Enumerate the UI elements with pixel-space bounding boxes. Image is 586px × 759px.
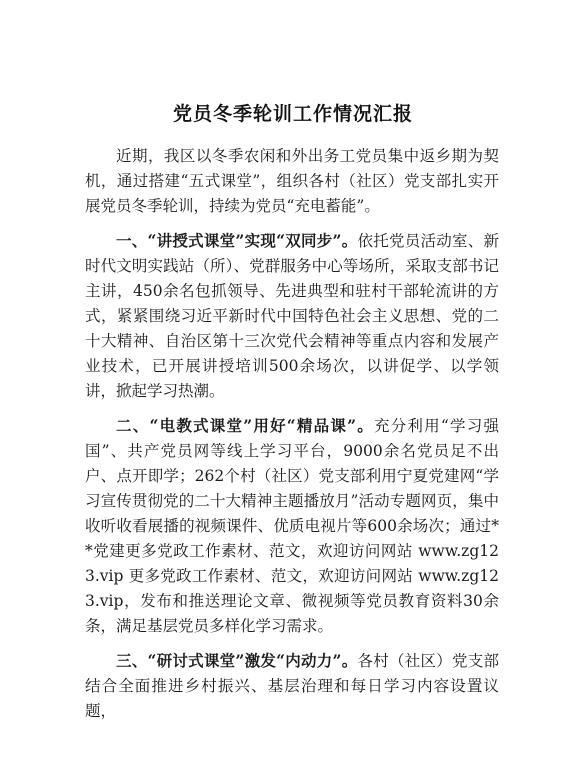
paragraph-text: 近期，我区以冬季农闲和外出务工党员集中返乡期为契机，通过搭建“五式课堂”，组织各村（社区）党支部扎实开展党员冬季轮训，持续为党员“充电蓄能”。 <box>85 147 499 215</box>
document-title: 党员冬季轮训工作情况汇报 <box>172 103 413 125</box>
paragraph-heading: 二、“电教式课堂”用好“精品课”。 <box>116 416 374 435</box>
paragraph-text: 充分利用“学习强国”、共产党员网等线上学习平台，9000余名党员足不出户、点开即学；262个村（社区）党支部利用宁夏党建网“学习宣传贯彻党的二十大精神主题播放月”活动专题网页，集中收听收看展播的视频课件、优质电视片等600余场次；通过**党建更多党政工作素材、范文，欢迎访问网站 www.zg123.vip 更多党政工作素材、范文，欢迎访问网站 www.zg123.vip，发布和推送理论文章、微视频等党员教育资料30余条，满足基层党员多样化学习需求。 <box>85 417 499 635</box>
section-paragraph-seminar <box>85 648 499 724</box>
section-paragraph-audiovisual <box>85 413 499 639</box>
intro-paragraph <box>85 143 499 219</box>
paragraph-heading: 一、“讲授式课堂”实现“双同步”。 <box>116 231 358 250</box>
paragraph-text: 各村（社区）党支部结合全面推进乡村振兴、基层治理和每日学习内容设置议题， <box>85 652 499 720</box>
section-paragraph-lecture <box>85 228 499 404</box>
paragraph-heading: 三、“研讨式课堂”激发“内动力”。 <box>116 651 358 670</box>
paragraph-text: 依托党员活动室、新时代文明实践站（所）、党群服务中心等场所，采取支部书记主讲，450余名包抓领导、先进典型和驻村干部轮流讲的方式，紧紧围绕习近平新时代中国特色社会主义思想、党的二十大精神、自治区第十三次党代会精神等重点内容和发展产业技术，已开展讲授培训500余场次，以讲促学、以学领讲，掀起学习热潮。 <box>85 232 499 400</box>
document-body <box>85 143 499 724</box>
